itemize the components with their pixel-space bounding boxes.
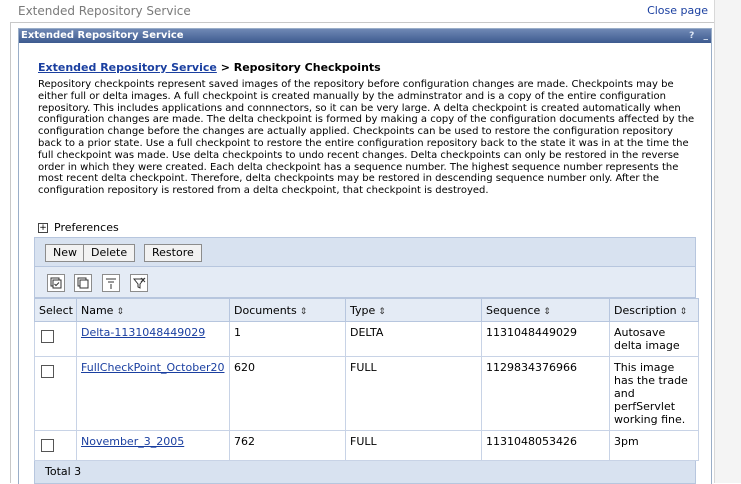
deselect-all-icon[interactable] (74, 274, 92, 292)
column-header-name[interactable] (77, 299, 230, 322)
window-title: Extended Repository Service (18, 4, 191, 18)
table-total: Total 3 (34, 461, 696, 484)
sequence-cell: 1131048053426 (482, 431, 610, 461)
column-header-description[interactable] (610, 299, 699, 322)
minimize-icon[interactable]: _ (703, 31, 708, 41)
checkpoint-name-link[interactable]: Delta-1131048449029 (81, 326, 206, 339)
table-tools-bar (34, 267, 696, 298)
sort-icon: ⇕ (543, 306, 551, 317)
column-header-sequence-label: Sequence (486, 303, 541, 317)
table-row (35, 357, 699, 431)
breadcrumb-separator: > (216, 61, 234, 74)
clear-filter-icon[interactable] (130, 274, 148, 292)
checkpoints-table (34, 298, 699, 461)
documents-cell: 762 (230, 431, 346, 461)
action-button-bar (34, 237, 696, 267)
breadcrumb-link[interactable]: Extended Repository Service (38, 61, 217, 74)
sequence-cell: 1131048449029 (482, 322, 610, 357)
documents-cell: 1 (230, 322, 346, 357)
column-header-name-label: Name (81, 303, 114, 317)
column-header-select: Select (35, 299, 77, 322)
new-button[interactable]: New (45, 244, 85, 262)
table-row (35, 431, 699, 461)
table-header-row (35, 299, 699, 322)
restore-button[interactable]: Restore (144, 244, 202, 262)
sort-icon: ⇕ (116, 306, 124, 317)
sort-icon: ⇕ (378, 306, 386, 317)
delete-button[interactable]: Delete (83, 244, 135, 262)
type-cell: FULL (346, 431, 482, 461)
row-select-checkbox[interactable] (41, 330, 54, 343)
sort-icon: ⇕ (299, 306, 308, 317)
description-cell: Autosave delta image (610, 322, 699, 357)
table-row (35, 322, 699, 357)
preferences-toggle[interactable] (38, 221, 119, 234)
vertical-scrollbar[interactable] (714, 0, 741, 483)
checkpoints-collection (34, 237, 696, 484)
portlet (18, 28, 712, 484)
type-cell: FULL (346, 357, 482, 431)
expand-icon: + (39, 222, 47, 233)
select-all-icon[interactable] (47, 274, 65, 292)
preferences-label: Preferences (54, 221, 119, 234)
left-frame-edge (0, 22, 11, 483)
breadcrumb (38, 61, 381, 74)
documents-cell: 620 (230, 357, 346, 431)
window-header (0, 0, 741, 23)
column-header-documents-label: Documents (234, 303, 297, 317)
row-select-checkbox[interactable] (41, 439, 54, 452)
help-icon[interactable]: ? (689, 31, 695, 41)
column-header-documents[interactable] (230, 299, 346, 322)
row-select-checkbox[interactable] (41, 365, 54, 378)
description-cell: This image has the trade and perfServlet working fine. (610, 357, 699, 431)
sequence-cell: 1129834376966 (482, 357, 610, 431)
description-cell: 3pm (610, 431, 699, 461)
column-header-type-label: Type (350, 303, 376, 317)
sort-icon: ⇕ (679, 306, 688, 317)
column-header-type[interactable] (346, 299, 482, 322)
show-filter-icon[interactable] (102, 274, 120, 292)
close-page-link[interactable]: Close page (647, 4, 708, 17)
type-cell: DELTA (346, 322, 482, 357)
breadcrumb-current: Repository Checkpoints (233, 61, 381, 74)
portlet-title: Extended Repository Service (21, 30, 184, 41)
checkpoint-name-link[interactable]: FullCheckPoint_October20 (81, 361, 225, 374)
column-header-sequence[interactable] (482, 299, 610, 322)
column-header-description-label: Description (614, 303, 677, 317)
portlet-header (19, 29, 711, 43)
page-description: Repository checkpoints represent saved images of the repository before configuration changes are made. Checkpoints may be either full or delta images. A full checkpoint is created manually by the adminstrator and is a copy of the entire configuration repository. This includes applications and connnectors, so it can be very large. A delta checkpoint is created automatically when configuration changes are made. The delta checkpoint is formed by making a copy of the configuration documents affected by the configuration change before the changes are actually applied. Checkpoints can be used to restore the configuration repository back to a prior state. Use a full checkpoint to restore the entire configuration repository back to the state it was in at the time the full checkpoint was made. Use delta checkpoints to undo recent changes. Delta checkpoints can only be restored in the reverse order in which they were created. Each delta checkpoint has a sequence number. The highest sequence number represents the most recent delta checkpoint. Therefore, delta checkpoints may be restored in descending sequence number only. After the configuration repository is restored from a delta checkpoint, that checkpoint is destroyed. (38, 79, 695, 197)
checkpoint-name-link[interactable]: November_3_2005 (81, 435, 185, 448)
